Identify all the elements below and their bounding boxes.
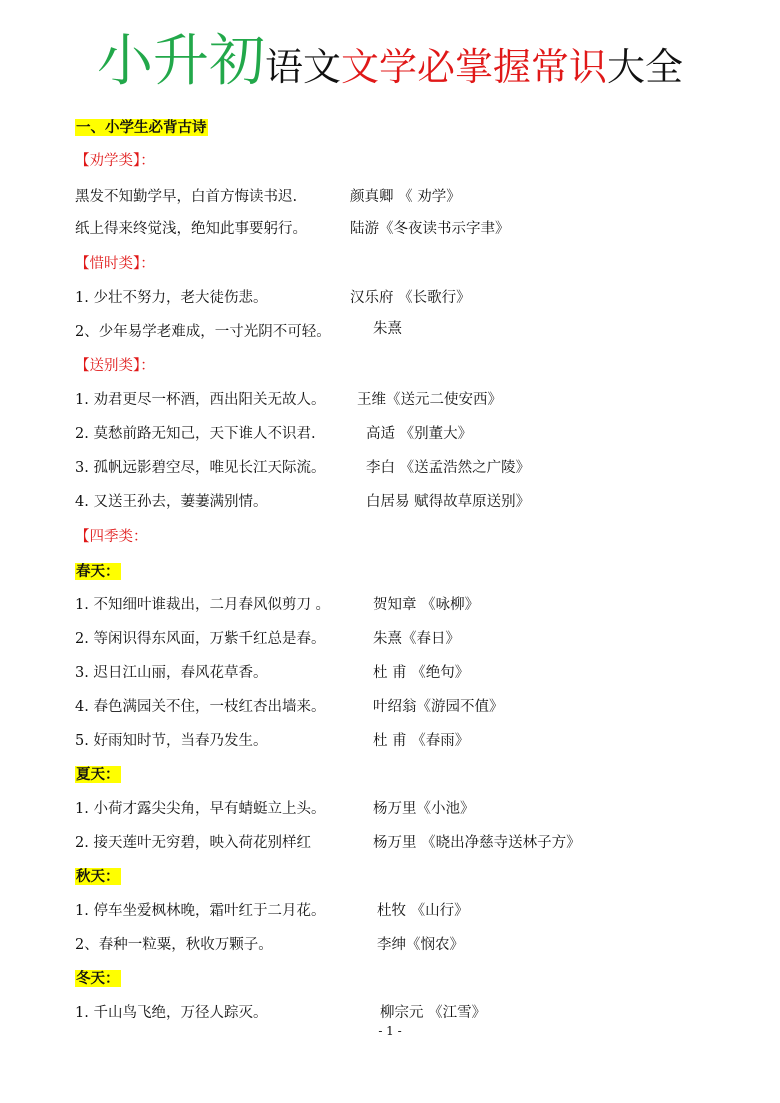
- poem-source: 王维《送元二使安西》: [357, 392, 502, 408]
- poem-line: [75, 730, 470, 752]
- season-summer: 夏天：: [76, 766, 120, 783]
- poem-text: 1. 小荷才露尖尖角，早有蜻蜓立上头。: [75, 801, 326, 817]
- category-heading: [75, 526, 148, 548]
- poem-line: [75, 798, 475, 820]
- poem-source: 杨万里 《晓出净慈寺送林子方》: [373, 835, 581, 851]
- season-spring: 春天：: [76, 563, 120, 580]
- title-part-1: 小升初: [96, 29, 265, 94]
- poem-text: 2、少年易学老难成，一寸光阴不可轻。: [75, 324, 331, 340]
- poem-line: [75, 321, 402, 343]
- poem-line: [75, 662, 470, 684]
- poem-line: [75, 457, 531, 479]
- poem-line: [75, 218, 510, 240]
- poem-source: 陆游《冬夜读书示字聿》: [350, 221, 510, 237]
- category-heading: [75, 355, 155, 377]
- season-heading: [75, 866, 121, 888]
- title-part-4: 大全: [607, 45, 684, 89]
- poem-text: 5. 好雨知时节，当春乃发生。: [75, 733, 268, 749]
- season-heading: [75, 968, 121, 990]
- poem-source: 杜牧 《山行》: [377, 903, 469, 919]
- category-heading: [75, 253, 155, 275]
- poem-source: 白居易 赋得故草原送别》: [366, 494, 531, 510]
- poem-source: 杜 甫 《绝句》: [373, 665, 470, 681]
- poem-text: 4. 又送王孙去，萋萋满别情。: [75, 494, 268, 510]
- poem-source: 高适 《别董大》: [366, 426, 473, 442]
- category-siji: 【四季类：: [75, 529, 148, 545]
- season-heading: [75, 561, 121, 583]
- poem-text: 黑发不知勤学早，白首方悔读书迟.: [75, 189, 298, 205]
- title-part-2: 语文: [264, 45, 341, 89]
- poem-text: 1. 千山鸟飞绝，万径人踪灭。: [75, 1005, 268, 1021]
- poem-source: 汉乐府 《长歌行》: [350, 290, 471, 306]
- poem-source: 杜 甫 《春雨》: [373, 733, 470, 749]
- poem-text: 1. 劝君更尽一杯酒，西出阳关无故人。: [75, 392, 326, 408]
- poem-source: 叶绍翁《游园不值》: [373, 699, 504, 715]
- category-quanxue: 【劝学类】：: [75, 153, 155, 169]
- season-heading: [75, 764, 121, 786]
- poem-text: 3. 孤帆远影碧空尽，唯见长江天际流。: [75, 460, 326, 476]
- season-autumn: 秋天：: [76, 868, 120, 885]
- poem-line: [75, 696, 504, 718]
- poem-text: 2、春种一粒粟，秋收万颗子。: [75, 937, 273, 953]
- poem-source: 颜真卿 《 劝学》: [350, 189, 461, 205]
- poem-source: 朱熹《春日》: [373, 631, 460, 647]
- poem-line: [75, 491, 531, 513]
- poem-line: [75, 594, 480, 616]
- section-heading: [75, 117, 208, 139]
- poem-source: 朱熹: [373, 321, 402, 337]
- poem-text: 纸上得来终觉浅，绝知此事要躬行。: [75, 221, 307, 237]
- poem-source: 柳宗元 《江雪》: [380, 1005, 487, 1021]
- poem-text: 4. 春色满园关不住，一枝红杏出墙来。: [75, 699, 326, 715]
- poem-line: [75, 900, 469, 922]
- section-1-title: 一、小学生必背古诗: [76, 119, 207, 136]
- poem-line: [75, 423, 473, 445]
- poem-line: [75, 934, 464, 956]
- page-number: - 1 -: [378, 1024, 402, 1038]
- poem-line: [75, 628, 460, 650]
- poem-source: 李白 《送孟浩然之广陵》: [366, 460, 531, 476]
- poem-line: [75, 1002, 487, 1024]
- poem-source: 杨万里《小池》: [373, 801, 475, 817]
- category-xishi: 【惜时类】：: [75, 256, 155, 272]
- poem-text: 1. 少壮不努力，老大徒伤悲。: [75, 290, 268, 306]
- poem-source: 李绅《悯农》: [377, 937, 464, 953]
- poem-line: [75, 287, 471, 309]
- season-winter: 冬天：: [76, 970, 120, 987]
- title-part-3: 文学必掌握常识: [340, 45, 607, 89]
- poem-text: 2. 莫愁前路无知己，天下谁人不识君.: [75, 426, 316, 442]
- poem-line: [75, 832, 581, 854]
- poem-text: 1. 不知细叶谁裁出，二月春风似剪刀 。: [75, 597, 331, 613]
- poem-text: 2. 接天莲叶无穷碧，映入荷花别样红: [75, 835, 311, 851]
- category-heading: [75, 150, 155, 172]
- poem-text: 1. 停车坐爱枫林晚，霜叶红于二月花。: [75, 903, 326, 919]
- poem-text: 2. 等闲识得东风面，万紫千红总是春。: [75, 631, 326, 647]
- poem-line: [75, 389, 502, 411]
- poem-text: 3. 迟日江山丽，春风花草香。: [75, 665, 268, 681]
- category-songbie: 【送别类】：: [75, 358, 155, 374]
- poem-source: 贺知章 《咏柳》: [373, 597, 480, 613]
- document-title: [0, 22, 780, 102]
- poem-line: [75, 186, 461, 208]
